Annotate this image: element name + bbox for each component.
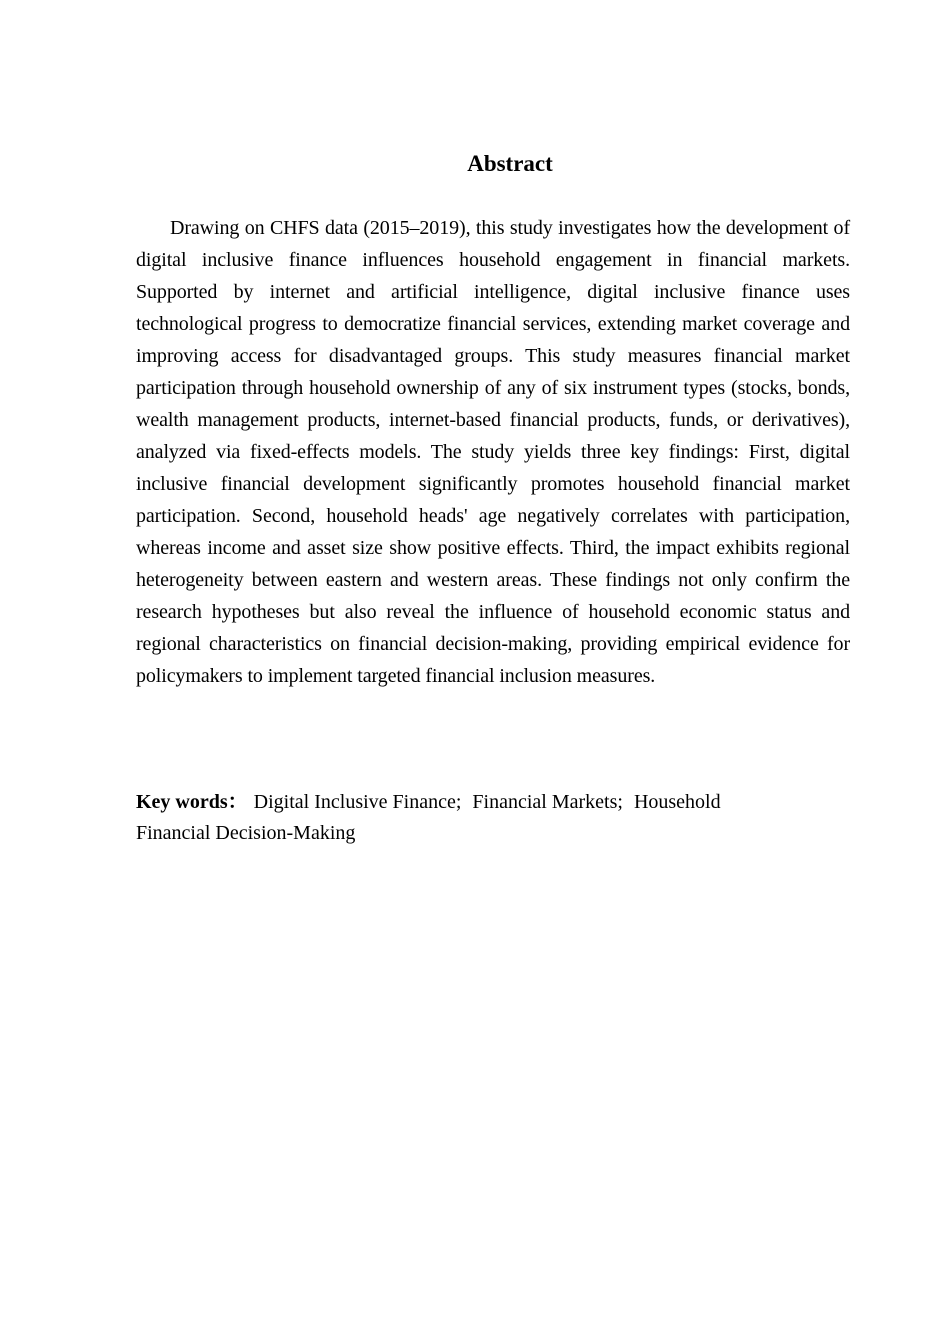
keyword-item: Household Financial Decision-Making bbox=[136, 791, 721, 844]
keyword-item: Digital Inclusive Finance; bbox=[253, 791, 462, 813]
abstract-body: Drawing on CHFS data (2015–2019), this study investigates how the development of digital inclusive finance influences household engagement in financial markets. Supported by internet and artificial intelligence, digital inclusive finance uses technological progress to democratize financial services, extending market coverage and improving access for disadvantaged groups. This study measures financial market participation through household ownership of any of six instrument types (stocks, bonds, wealth management products, internet-based financial products, funds, or derivatives), analyzed via fixed-effects models. The study yields three key findings: First, digital inclusive financial development significantly promotes household financial market participation. Second, household heads' age negatively correlates with participation, whereas income and asset size show positive effects. Third, the impact exhibits regional heterogeneity between eastern and western areas. These findings not only confirm the research hypotheses but also reveal the influence of household economic status and regional characteristics on financial decision-making, providing empirical evidence for policymakers to implement targeted financial inclusion measures. bbox=[136, 217, 850, 687]
abstract-title: Abstract bbox=[467, 151, 553, 176]
keywords-label: Key words bbox=[136, 791, 228, 813]
keywords-separator: ： bbox=[227, 791, 248, 813]
keyword-item: Financial Markets; bbox=[472, 791, 623, 813]
keywords-line bbox=[136, 787, 796, 849]
